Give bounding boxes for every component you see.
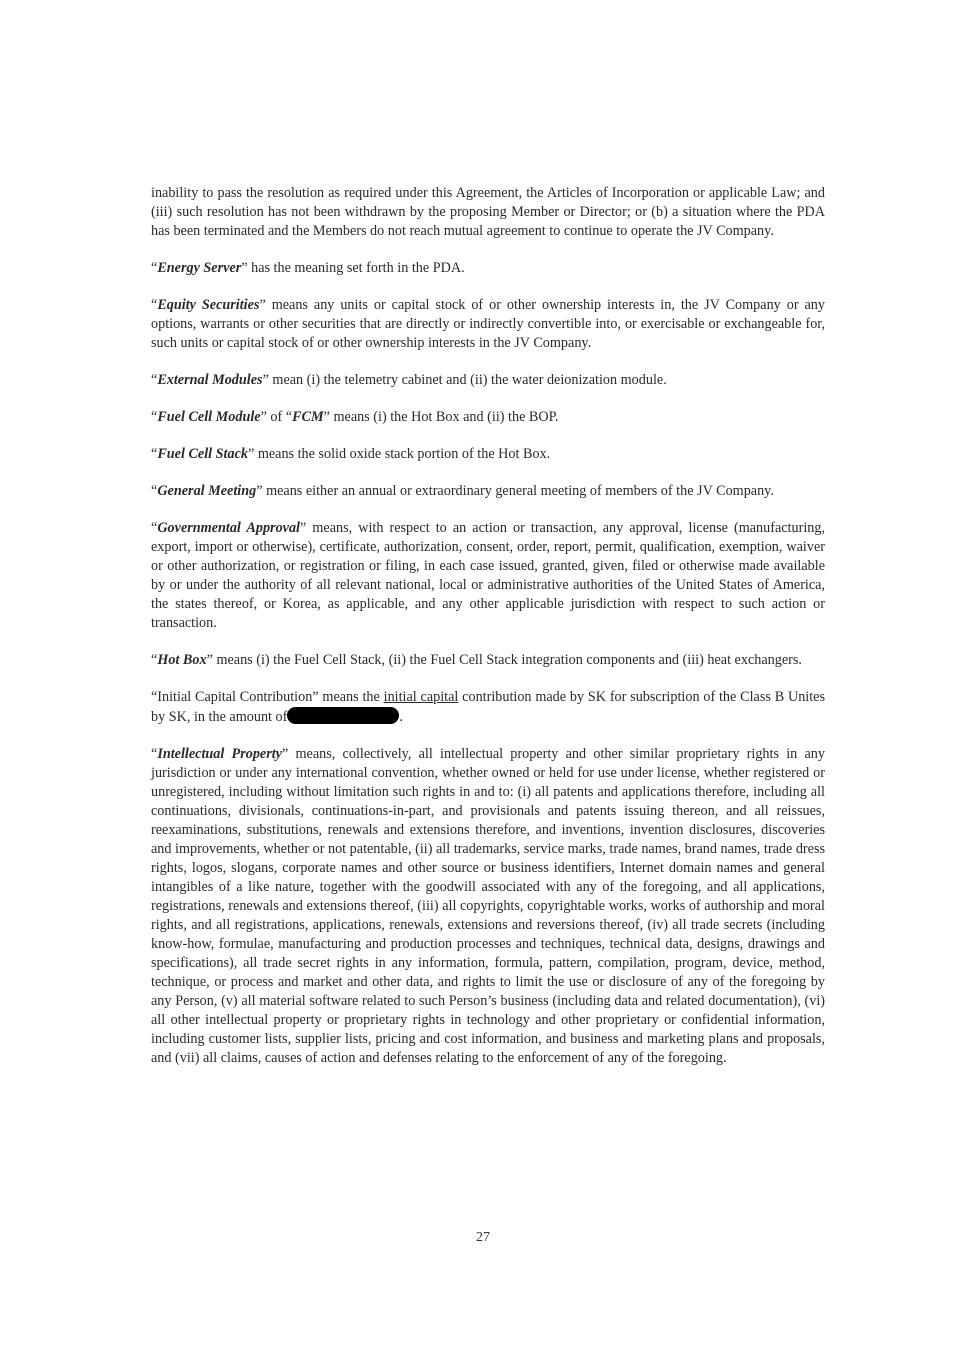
defined-term: General Meeting: [157, 483, 257, 499]
definition-equity-securities: [151, 296, 825, 353]
defined-term: External Modules: [157, 372, 263, 388]
open-quote: “: [151, 409, 158, 425]
defined-term: Intellectual Property: [157, 746, 282, 762]
paragraph-continuation: [151, 184, 825, 241]
definition-energy-server: [151, 259, 825, 278]
defined-term: Fuel Cell Module: [157, 409, 261, 425]
definition-text: ” means, with respect to an action or transaction, any approval, license (manufacturing, export, import or otherwise), certificate, authorization, consent, order, report, permit, qualification, exemption, waiver or other authorization, or registration or filing, in each case issued, granted, given, filed or otherwise made available by or under the authority of all relevant national, local or administrative authorities of the United States of America, the states thereof, or Korea, as applicable, and any other applicable jurisdiction with respect to such action or transaction.: [151, 520, 825, 631]
page-body: [151, 184, 825, 1086]
definition-intellectual-property: [151, 745, 825, 1068]
definition-external-modules: [151, 371, 825, 390]
definition-connector: ” of “: [260, 409, 293, 425]
open-quote: “: [151, 652, 158, 668]
definition-text: ” mean (i) the telemetry cabinet and (ii) the water deionization module.: [262, 372, 667, 388]
definition-general-meeting: [151, 482, 825, 501]
open-quote: “: [151, 372, 158, 388]
definition-text: ” means (i) the Hot Box and (ii) the BOP.: [323, 409, 559, 425]
defined-term-abbrev: FCM: [292, 409, 324, 425]
sentence-end: .: [399, 709, 403, 725]
definition-lead: “Initial Capital Contribution” means the: [151, 689, 384, 705]
open-quote: “: [151, 260, 158, 276]
definition-text: ” has the meaning set forth in the PDA.: [241, 260, 465, 276]
definition-text: ” means, collectively, all intellectual property and other similar proprietary rights in any jurisdiction or under any international convention, whether owned or held for use under license, whether registered or unregistered, including without limitation such rights in and to: (i) all patents and applications therefore, including all continuations, divisionals, continuations-in-part, and provisionals and patents issuing thereon, and all reissues, reexaminations, substitutions, renewals and extensions therefore, and inventions, invention disclosures, discoveries and improvements, whether or not patentable, (ii) all trademarks, service marks, trade names, brand names, trade dress rights, logos, slogans, corporate names and other source or business identifiers, Internet domain names and general intangibles of a like nature, together with the goodwill associated with any of the foregoing, and all applications, registrations, renewals and extensions thereof, (iii) all copyrights, copyrightable works, works of authorship and moral rights, and all registrations, applications, renewals, extensions and reversions thereof, (iv) all trade secrets (including know-how, formulae, manufacturing and production processes and techniques, technical data, designs, drawings and specifications), all trade secret rights in any information, formula, pattern, compilation, program, device, method, technique, or process and market and other data, and rights to limit the use or disclosure of any of the foregoing by any Person, (v) all material software related to such Person’s business (including data and related documentation), (vi) all other intellectual property or proprietary rights in technology and other proprietary or confidential information, including customer lists, supplier lists, pricing and cost information, and business and marketing plans and proposals, and (vii) all claims, causes of action and defenses relating to the enforcement of any of the foregoing.: [151, 746, 825, 1066]
underlined-text: initial capital: [383, 689, 459, 705]
open-quote: “: [151, 297, 158, 313]
definition-governmental-approval: [151, 519, 825, 633]
definition-initial-capital-contribution: [151, 688, 825, 727]
definition-fuel-cell-stack: [151, 445, 825, 464]
page-number: 27: [476, 1230, 490, 1245]
definition-text: ” means (i) the Fuel Cell Stack, (ii) the Fuel Cell Stack integration components and (iii) heat exchangers.: [206, 652, 802, 668]
open-quote: “: [151, 446, 158, 462]
open-quote: “: [151, 520, 158, 536]
definition-text: contribution made by SK for subscription of the Class B Unites by SK, in the amount of: [151, 689, 826, 725]
redaction-mark: [287, 707, 399, 724]
definition-text: ” means any units or capital stock of or other ownership interests in, the JV Company or any options, warrants or other securities that are directly or indirectly convertible into, or exercisable or exchangeable for, such units or capital stock of or other ownership interests in the JV Company.: [151, 297, 825, 351]
definition-fuel-cell-module: [151, 408, 825, 427]
defined-term: Energy Server: [157, 260, 242, 276]
defined-term: Governmental Approval: [157, 520, 300, 536]
open-quote: “: [151, 746, 158, 762]
definition-text: ” means either an annual or extraordinary general meeting of members of the JV Company.: [256, 483, 774, 499]
defined-term: Fuel Cell Stack: [157, 446, 248, 462]
definition-text: ” means the solid oxide stack portion of the Hot Box.: [247, 446, 551, 462]
open-quote: “: [151, 483, 158, 499]
defined-term: Hot Box: [157, 652, 207, 668]
paragraph-text: inability to pass the resolution as required under this Agreement, the Articles of Incorporation or applicable Law; and (iii) such resolution has not been withdrawn by the proposing Member or Director; or (b) a situation where the PDA has been terminated and the Members do not reach mutual agreement to continue to operate the JV Company.: [151, 185, 825, 239]
definition-hot-box: [151, 651, 825, 670]
defined-term: Equity Securities: [157, 297, 260, 313]
